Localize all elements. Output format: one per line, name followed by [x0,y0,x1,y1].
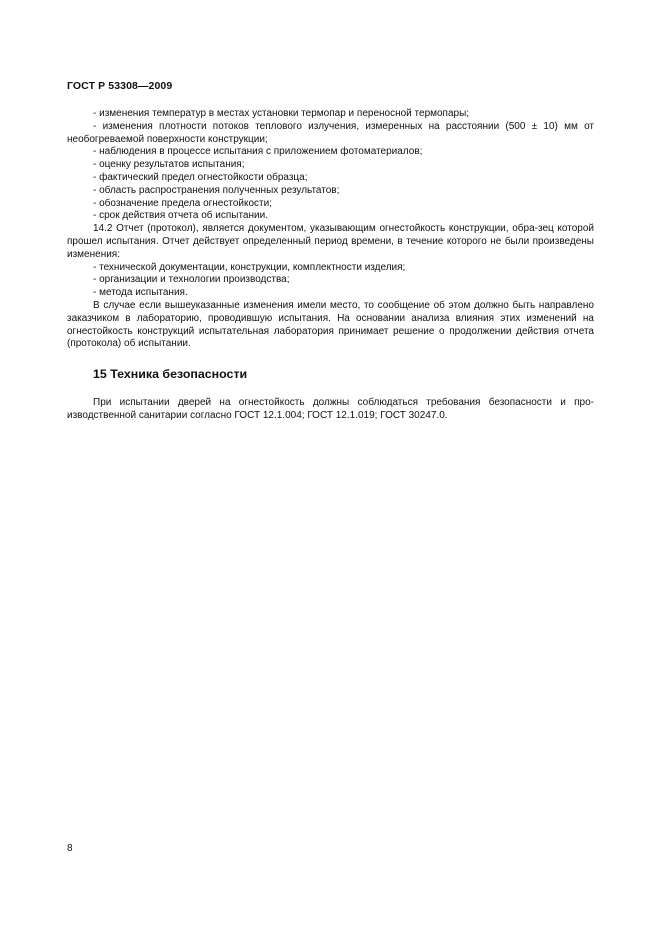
section-14-continuation [67,108,594,351]
changes-paragraph: В случае если вышеуказанные изменения имели место, то сообщение об этом должно быть направлено заказчиком в лабораторию, проводившую испытания. На основании анализа влияния этих изменений на огнестойкость конструкций испытательная лаборатория принимает решение о продолжении действия отчета (протокола) об испытании. [67,299,594,350]
list-item: - метода испытания. [93,287,188,299]
list-item: - срок действия отчета об испытании. [93,210,268,222]
section-15-body [67,397,594,423]
section-15-heading: 15 Техника безопасности [93,367,248,381]
list-item: - технической документации, конструкции, комплектности изделия; [93,261,406,273]
list-item: - наблюдения в процессе испытания с приложением фотоматериалов; [93,146,423,158]
list-item: - организации и технологии производства; [93,274,290,286]
page-number: 8 [67,843,73,854]
clause-14-2-paragraph: 14.2 Отчет (протокол), является документом, указывающим огнестойкость конструкции, обра-зец которой прошел испытания. Отчет действует определенный период времени, в течение которого не были произведены изменения: [67,223,594,260]
list-item: - обозначение предела огнестойкости; [93,197,272,209]
standard-designation: ГОСТ Р 53308—2009 [67,80,173,92]
safety-paragraph: При испытании дверей на огнестойкость должны соблюдаться требования безопасности и про-изводственной санитарии согласно ГОСТ 12.1.004; ГОСТ 12.1.019; ГОСТ 30247.0. [67,397,594,421]
list-item: - фактический предел огнестойкости образца; [93,171,308,183]
list-item: - изменения плотности потоков теплового излучения, измеренных на расстоянии (500 ± 10) мм от необогреваемой поверхности конструкции; [67,120,594,145]
list-item: - область распространения полученных результатов; [93,184,340,196]
list-item: - изменения температур в местах установки термопар и переносной термопары; [93,108,470,119]
list-item: - оценку результатов испытания; [93,159,245,171]
